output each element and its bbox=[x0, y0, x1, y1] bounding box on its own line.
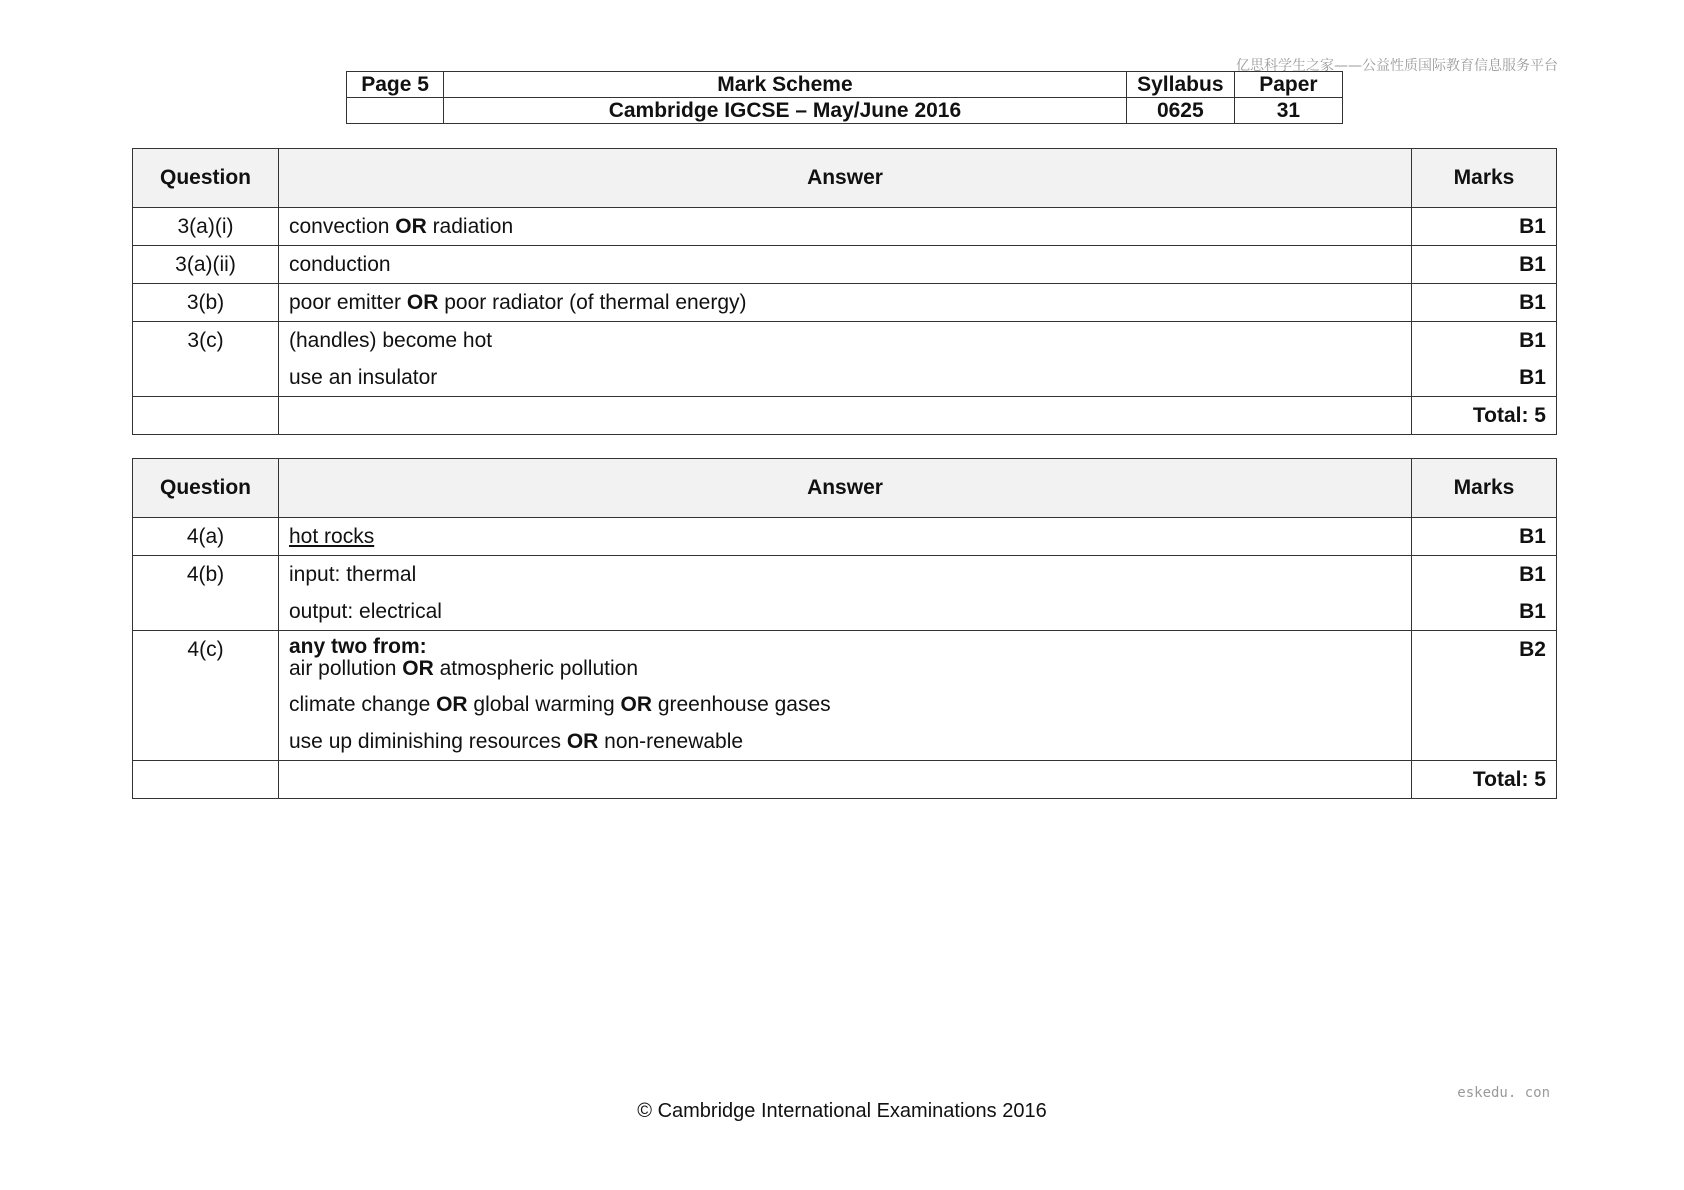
table-row bbox=[133, 556, 1557, 631]
column-header-question: Question bbox=[133, 149, 279, 208]
answer-text: hot rocks bbox=[289, 525, 375, 548]
answer-text: use an insulator bbox=[289, 366, 438, 389]
answer-heading: any two from: bbox=[289, 635, 427, 658]
total-marks: Total: 5 bbox=[1472, 404, 1546, 427]
answer-text: conduction bbox=[289, 253, 391, 276]
mark-value: B1 bbox=[1519, 525, 1546, 548]
column-header-marks: Marks bbox=[1412, 459, 1557, 518]
question-number: 3(b) bbox=[186, 291, 225, 314]
mark-value: B1 bbox=[1519, 253, 1546, 276]
watermark-top: 亿思科学生之家——公益性质国际教育信息服务平台 bbox=[1236, 58, 1558, 74]
paper-number: 31 bbox=[1234, 98, 1342, 124]
answer-text: output: electrical bbox=[289, 600, 442, 623]
mark-value: B1 bbox=[1519, 291, 1546, 314]
exam-name: Cambridge IGCSE – May/June 2016 bbox=[444, 98, 1127, 124]
total-marks: Total: 5 bbox=[1472, 768, 1546, 791]
answer-text: poor emitter OR poor radiator (of thermal energy) bbox=[289, 291, 747, 314]
mark-value: B1 bbox=[1519, 366, 1546, 389]
answer-text: (handles) become hot bbox=[289, 329, 493, 352]
mark-scheme-table-q3 bbox=[132, 148, 1557, 435]
doc-title: Mark Scheme bbox=[444, 72, 1127, 98]
footer-copyright: © Cambridge International Examinations 2016 bbox=[637, 1100, 1047, 1122]
table-row bbox=[133, 518, 1557, 556]
column-header-question: Question bbox=[133, 459, 279, 518]
header-table bbox=[346, 71, 1343, 124]
question-number: 3(a)(ii) bbox=[175, 253, 236, 276]
question-number: 4(c) bbox=[187, 638, 224, 661]
mark-value: B1 bbox=[1519, 600, 1546, 623]
total-row bbox=[133, 397, 1557, 435]
header-empty-cell bbox=[347, 98, 444, 124]
page-label: Page 5 bbox=[347, 72, 444, 98]
paper-label: Paper bbox=[1234, 72, 1342, 98]
mark-scheme-table-q4 bbox=[132, 458, 1557, 799]
answer-text: convection OR radiation bbox=[289, 215, 514, 238]
answer-text: climate change OR global warming OR greenhouse gases bbox=[289, 693, 831, 716]
question-number: 4(a) bbox=[186, 525, 225, 548]
watermark-bottom: eskedu. con bbox=[1457, 1085, 1550, 1101]
table-row bbox=[133, 322, 1557, 397]
question-number: 4(b) bbox=[186, 563, 225, 586]
mark-value: B1 bbox=[1519, 329, 1546, 352]
syllabus-label: Syllabus bbox=[1126, 72, 1234, 98]
table-row bbox=[133, 284, 1557, 322]
answer-text: input: thermal bbox=[289, 563, 417, 586]
answer-text: air pollution OR atmospheric pollution bbox=[289, 657, 639, 680]
table-row bbox=[133, 631, 1557, 761]
table-row bbox=[133, 208, 1557, 246]
question-number: 3(a)(i) bbox=[177, 215, 234, 238]
question-number: 3(c) bbox=[187, 329, 224, 352]
syllabus-code: 0625 bbox=[1126, 98, 1234, 124]
total-row bbox=[133, 761, 1557, 799]
mark-value: B2 bbox=[1519, 638, 1546, 661]
mark-value: B1 bbox=[1519, 215, 1546, 238]
answer-text: use up diminishing resources OR non-renewable bbox=[289, 730, 744, 753]
column-header-marks: Marks bbox=[1412, 149, 1557, 208]
column-header-answer: Answer bbox=[279, 459, 1412, 518]
table-row bbox=[133, 246, 1557, 284]
mark-value: B1 bbox=[1519, 563, 1546, 586]
column-header-answer: Answer bbox=[279, 149, 1412, 208]
